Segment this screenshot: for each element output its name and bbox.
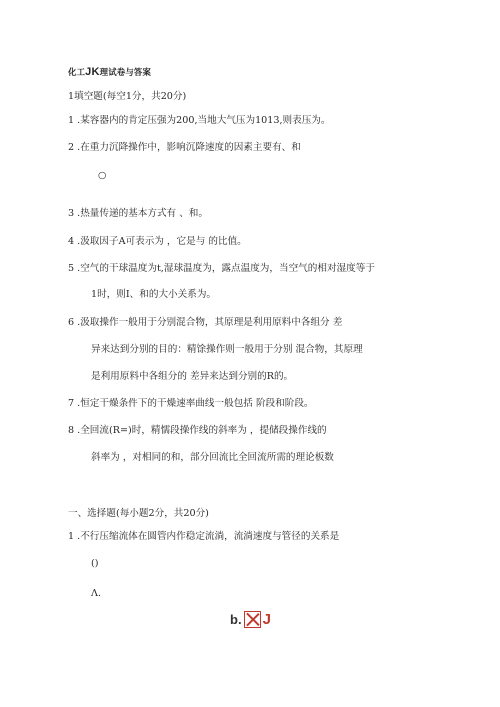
title-prefix: 化工 (68, 67, 86, 77)
title-suffix: 理试卷与答案 (99, 67, 152, 77)
choice-option-b-letter: b. (230, 612, 242, 627)
question-1: 1 .某容器内的肯定压强为200,当地大气压为1013,则表压为。 (68, 115, 331, 126)
question-3: 3 .热量传递的基本方式有 、和。 (68, 208, 208, 219)
question-6-line3: 是利用原料中各组分的 差异来达到分别的R的。 (91, 371, 294, 382)
question-6-line1: 6 .汲取操作一般用于分别混合物，其原理是利用原料中各组分 差 (68, 317, 343, 328)
question-2-line1: 2 .在重力沉降操作中，影响沉降速度的因素主要有、和 (68, 142, 301, 153)
question-5-line1: 5 .空气的干球温度为t,湿球温度为，露点温度为，当空气的相对湿度等于 (68, 263, 375, 274)
choice-question-1: 1 .不行压缩流体在圆管内作稳定流淌，流淌速度与管径的关系是 (68, 531, 340, 542)
question-8-line1: 8 .全回流(R=)时，精懦段操作线的斜率为 ，提储段操作线的 (68, 425, 327, 436)
document-title (68, 66, 151, 78)
choice-option-b-tail: J (262, 611, 271, 628)
choice-option-b (230, 609, 271, 628)
section-fill-blank-heading: 1填空题(每空1分，共20分) (68, 91, 187, 102)
crossed-box-icon (244, 611, 261, 628)
choice-option-a: Λ. (91, 588, 101, 599)
title-big: JK (85, 66, 100, 78)
choice-question-1-bracket: () (91, 558, 99, 569)
question-8-line2: 斜率为 ，对相同的和，部分回流比全回流所需的理论板数 (91, 452, 334, 463)
question-4: 4 .汲取因子A可表示为 ，它是与 的比值。 (68, 236, 247, 247)
question-5-line2: 1时，则I、和的大小关系为。 (91, 289, 217, 300)
question-2-line2: ○ (98, 170, 107, 181)
question-6-line2: 异来达到分别的目的：精馀操作则一般用于分别 混合物，其原理 (91, 344, 363, 355)
section-choice-heading: 一、选择题(每小题2分，共20分) (68, 508, 209, 519)
question-7: 7 .恒定干燥条件下的干燥速率曲线一般包括 阶段和阶段。 (68, 398, 314, 409)
